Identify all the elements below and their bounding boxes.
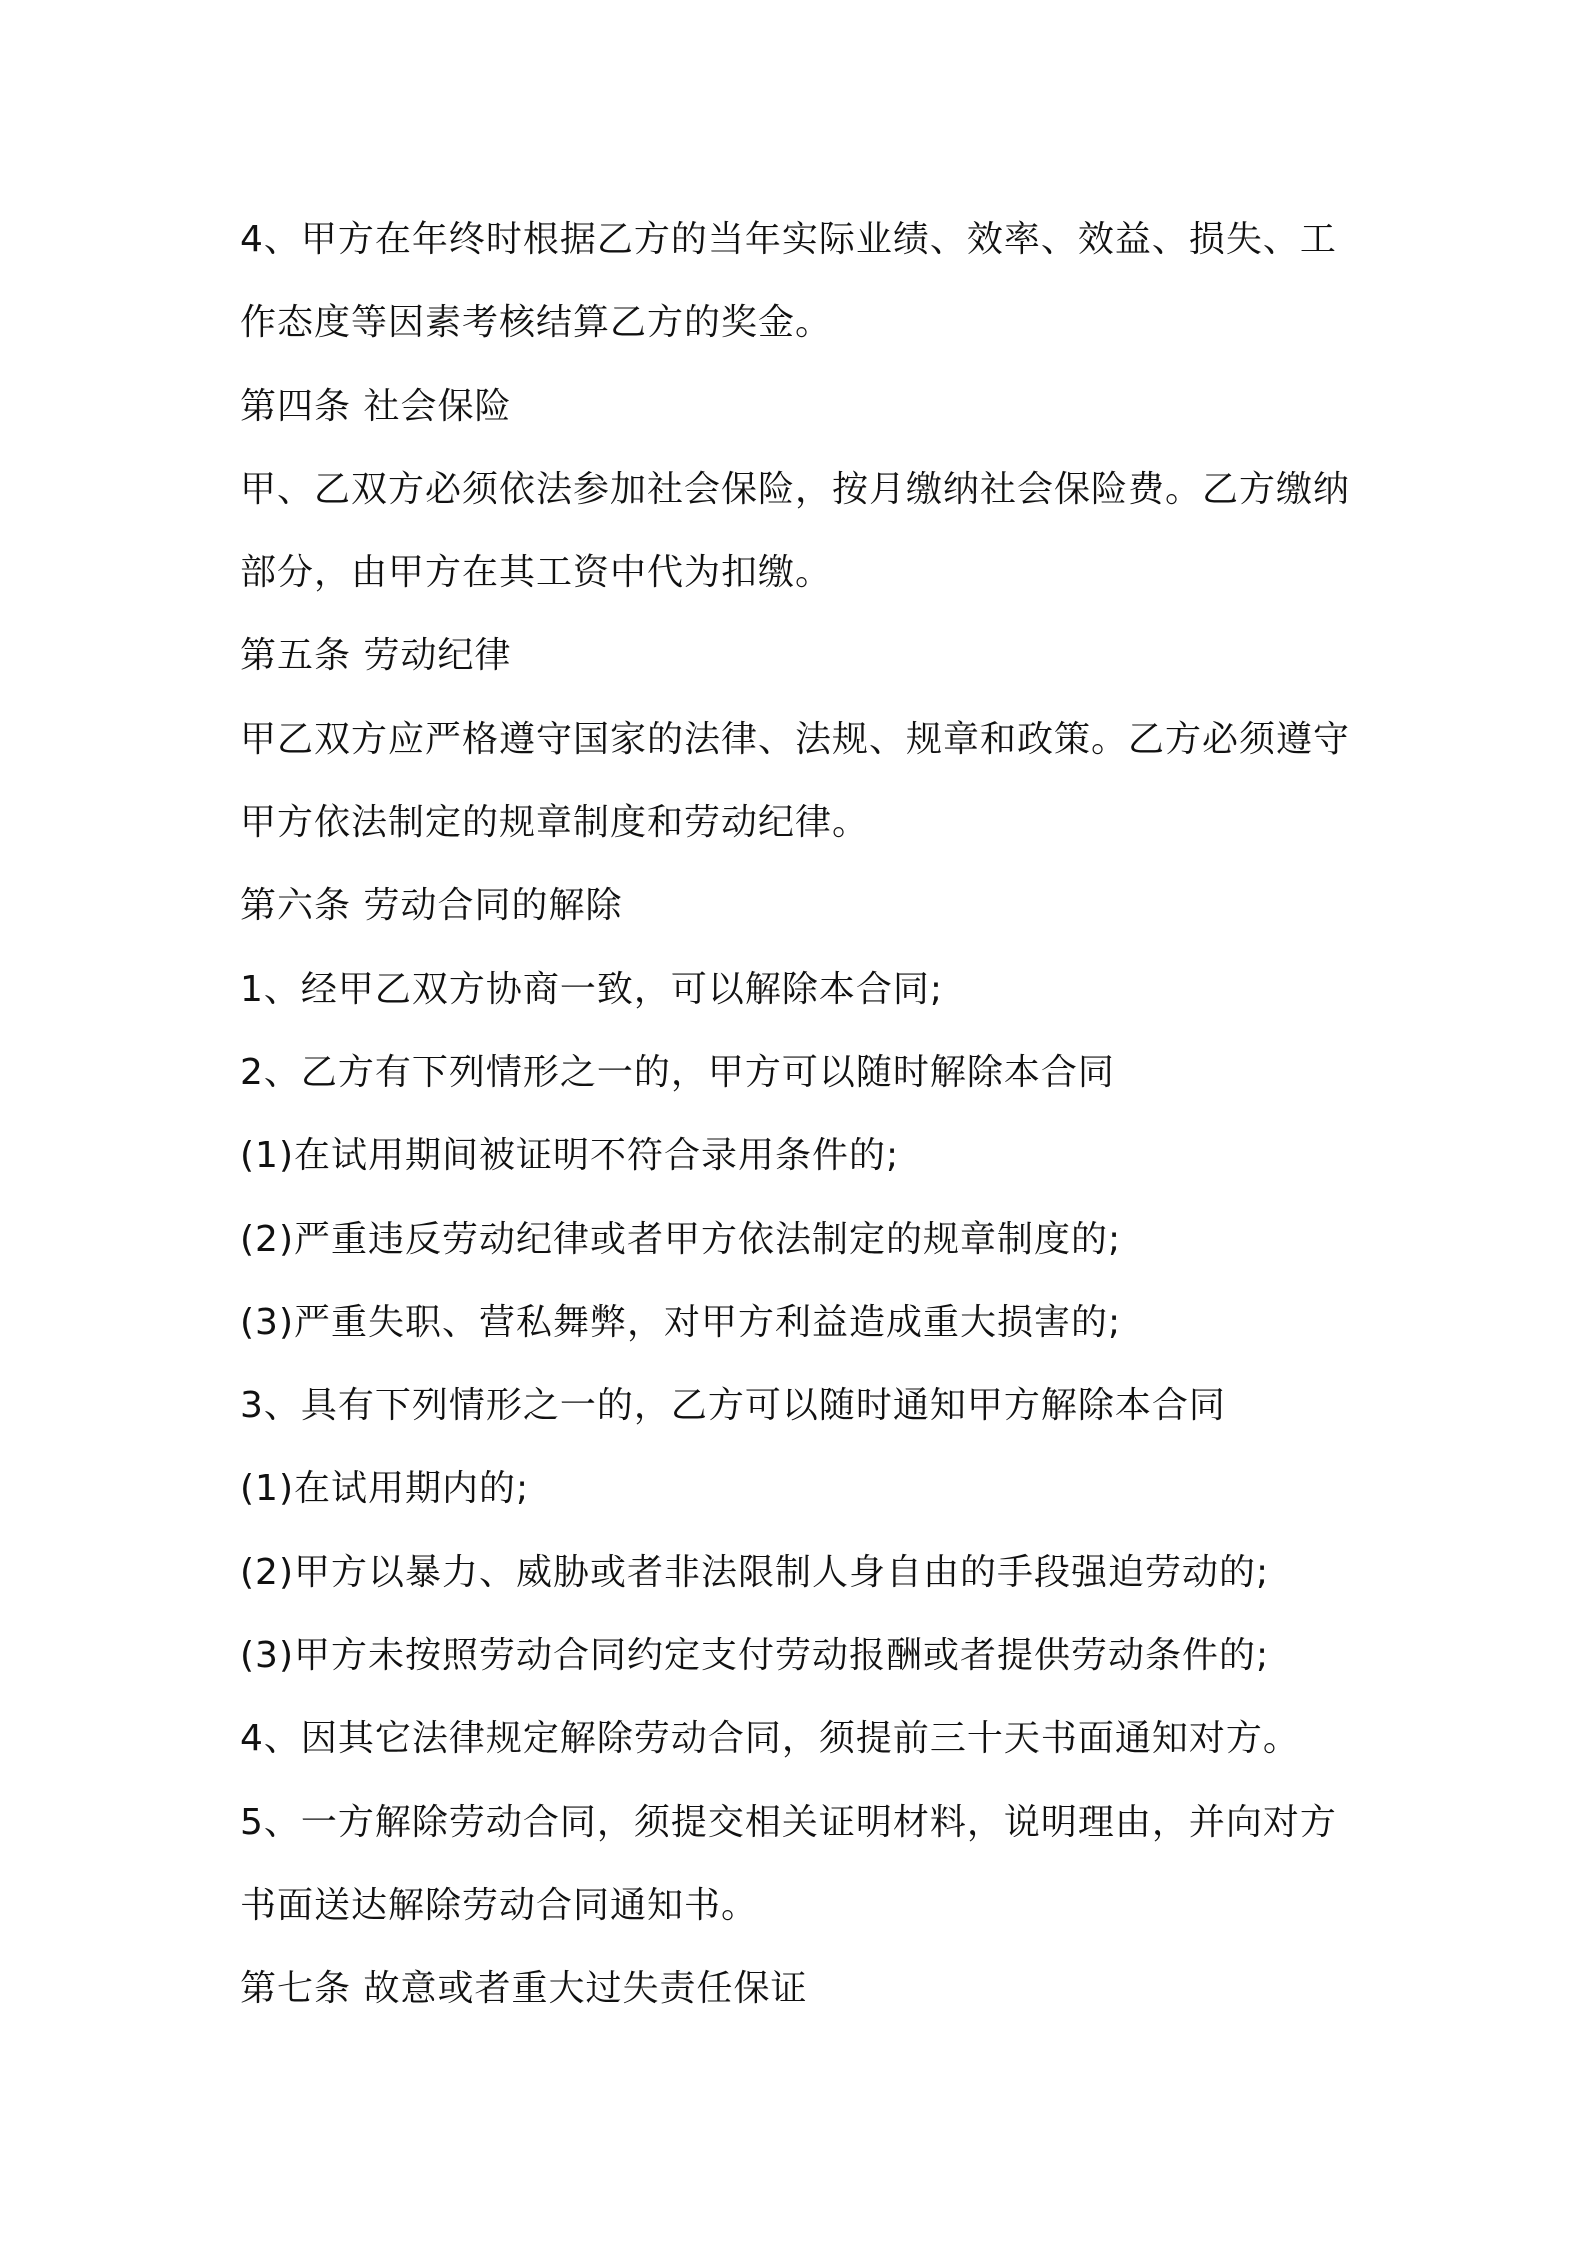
clause-item: 5、一方解除劳动合同，须提交相关证明材料，说明理由，并向对方 bbox=[240, 1801, 1337, 1843]
section-heading: 第五条 劳动纪律 bbox=[240, 635, 512, 677]
sub-clause-item: (3)严重失职、营私舞弊，对甲方利益造成重大损害的; bbox=[240, 1301, 1122, 1343]
text-line: 书面送达解除劳动合同通知书。 bbox=[240, 1884, 759, 1926]
document-body bbox=[240, 198, 1360, 2031]
clause-item: 2、乙方有下列情形之一的，甲方可以随时解除本合同 bbox=[240, 1051, 1115, 1093]
sub-clause-item: (1)在试用期间被证明不符合录用条件的; bbox=[240, 1135, 900, 1177]
clause-item: 3、具有下列情形之一的，乙方可以随时通知甲方解除本合同 bbox=[240, 1385, 1226, 1427]
sub-clause-item: (2)严重违反劳动纪律或者甲方依法制定的规章制度的; bbox=[240, 1218, 1122, 1260]
clause-item: 4、因其它法律规定解除劳动合同，须提前三十天书面通知对方。 bbox=[240, 1718, 1300, 1760]
sub-clause-item: (2)甲方以暴力、威胁或者非法限制人身自由的手段强迫劳动的; bbox=[240, 1551, 1270, 1593]
section-heading: 第六条 劳动合同的解除 bbox=[240, 885, 623, 927]
text-line: 甲方依法制定的规章制度和劳动纪律。 bbox=[240, 802, 870, 844]
text-line: 甲乙双方应严格遵守国家的法律、法规、规章和政策。乙方必须遵守 bbox=[240, 718, 1351, 760]
text-line: 4、甲方在年终时根据乙方的当年实际业绩、效率、效益、损失、工 bbox=[240, 219, 1337, 260]
text-line: 作态度等因素考核结算乙方的奖金。 bbox=[240, 302, 833, 344]
sub-clause-item: (3)甲方未按照劳动合同约定支付劳动报酬或者提供劳动条件的; bbox=[240, 1635, 1270, 1677]
text-line: 甲、乙双方必须依法参加社会保险，按月缴纳社会保险费。乙方缴纳 bbox=[240, 468, 1351, 510]
section-heading: 第七条 故意或者重大过失责任保证 bbox=[240, 1968, 808, 2010]
section-heading: 第四条 社会保险 bbox=[240, 385, 512, 427]
clause-item: 1、经甲乙双方协商一致，可以解除本合同; bbox=[240, 968, 944, 1010]
sub-clause-item: (1)在试用期内的; bbox=[240, 1468, 530, 1510]
text-line: 部分，由甲方在其工资中代为扣缴。 bbox=[240, 552, 833, 594]
